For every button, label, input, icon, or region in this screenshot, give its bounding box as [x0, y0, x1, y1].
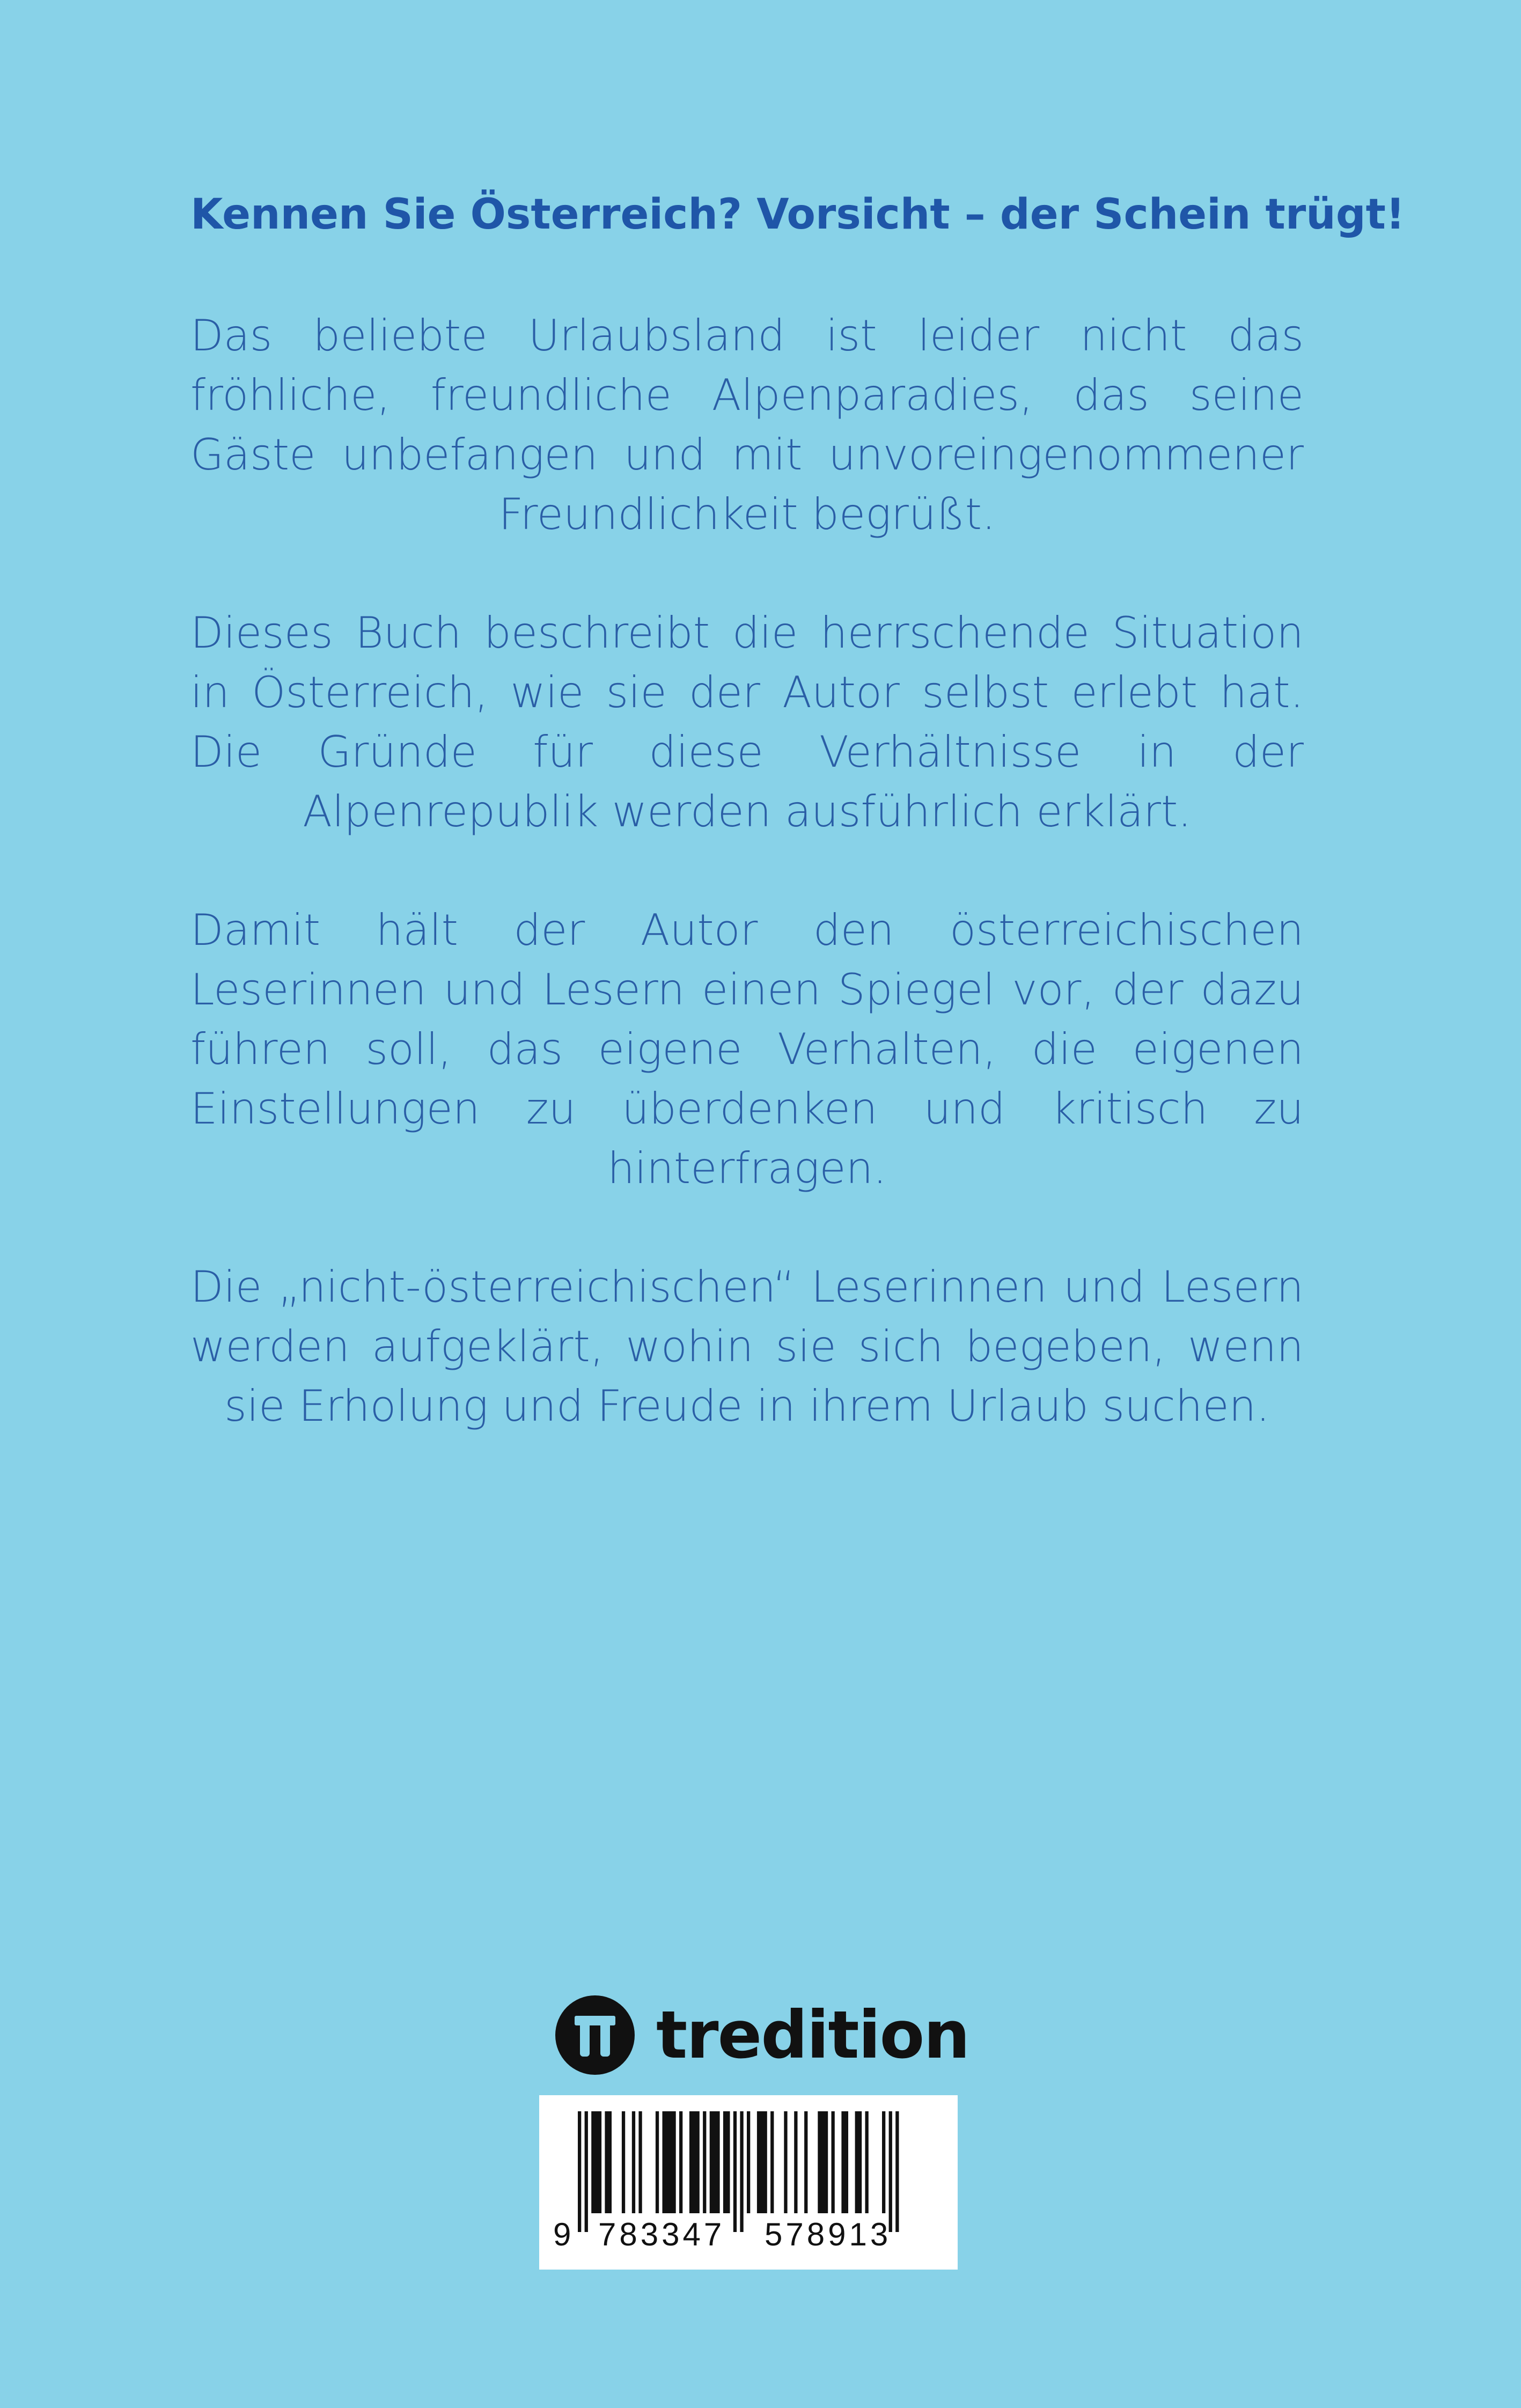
- blurb-paragraph-4: Die „nicht-österreichischen“ Leserinnen und Lesern werden aufgeklärt, wohin sie sich begeben, wenn sie Erholung und Freude in ihrem Urlaub suchen.: [190, 1262, 1304, 1431]
- barcode-bar-14: [733, 2111, 737, 2232]
- barcode-bar-26: [865, 2111, 869, 2213]
- blurb-headline: Kennen Sie Österreich? Vorsicht – der Schein trügt!: [190, 190, 1405, 239]
- barcode-bar-29: [895, 2111, 899, 2232]
- isbn-barcode: [539, 2095, 958, 2270]
- barcode-bar-8: [663, 2111, 676, 2213]
- barcode-bar-5: [632, 2111, 635, 2213]
- barcode-bar-9: [679, 2111, 682, 2213]
- barcode-bar-23: [832, 2111, 835, 2213]
- tredition-t-logo-icon: [555, 1995, 635, 2075]
- barcode-bar-24: [841, 2111, 848, 2213]
- publisher-logo: [555, 1988, 984, 2082]
- barcode-bar-22: [818, 2111, 828, 2213]
- barcode-right-digits: 578913: [765, 2216, 892, 2252]
- barcode-bar-15: [740, 2111, 743, 2232]
- barcode-bar-2: [591, 2111, 601, 2213]
- barcode-bar-25: [855, 2111, 862, 2213]
- barcode-bar-0: [578, 2111, 581, 2232]
- blurb-paragraph-1: Das beliebte Urlaubsland ist leider nicht das fröhliche, freundliche Alpenparadies, das seine Gäste unbefangen und mit unvoreingenommener Freundlichkeit begrüßt.: [190, 311, 1304, 539]
- barcode-bar-19: [784, 2111, 787, 2213]
- barcode-bar-4: [622, 2111, 625, 2213]
- blurb-paragraph-2: Dieses Buch beschreibt die herrschende Situation in Österreich, wie sie der Autor selbst erlebt hat. Die Gründe für diese Verhältnisse in der Alpenrepublik werden ausführlich erklärt.: [190, 608, 1304, 836]
- barcode-first-digit: 9: [553, 2216, 571, 2252]
- barcode-bar-1: [585, 2111, 588, 2232]
- barcode-bar-16: [747, 2111, 750, 2213]
- barcode-bar-18: [770, 2111, 774, 2213]
- barcode-bar-7: [656, 2111, 659, 2213]
- barcode-bar-12: [710, 2111, 720, 2213]
- barcode-bar-28: [889, 2111, 892, 2232]
- barcode-bar-27: [882, 2111, 885, 2213]
- barcode-bar-21: [804, 2111, 807, 2213]
- barcode-left-digits: 783347: [598, 2216, 725, 2252]
- barcode-bar-10: [689, 2111, 700, 2213]
- barcode-bar-20: [794, 2111, 797, 2213]
- barcode-bar-17: [757, 2111, 767, 2213]
- barcode-bar-3: [605, 2111, 612, 2213]
- blurb-section: [190, 182, 1405, 1495]
- barcode-bar-11: [703, 2111, 706, 2213]
- blurb-paragraph-3: Damit hält der Autor den österreichischen Leserinnen und Lesern einen Spiegel vor, der dazu führen soll, das eigene Verhalten, die eigenen Einstellungen zu überdenken und kritisch zu hinterfragen.: [190, 905, 1304, 1193]
- barcode-bar-13: [723, 2111, 730, 2213]
- barcode-bar-6: [638, 2111, 642, 2213]
- publisher-name: tredition: [656, 1996, 969, 2073]
